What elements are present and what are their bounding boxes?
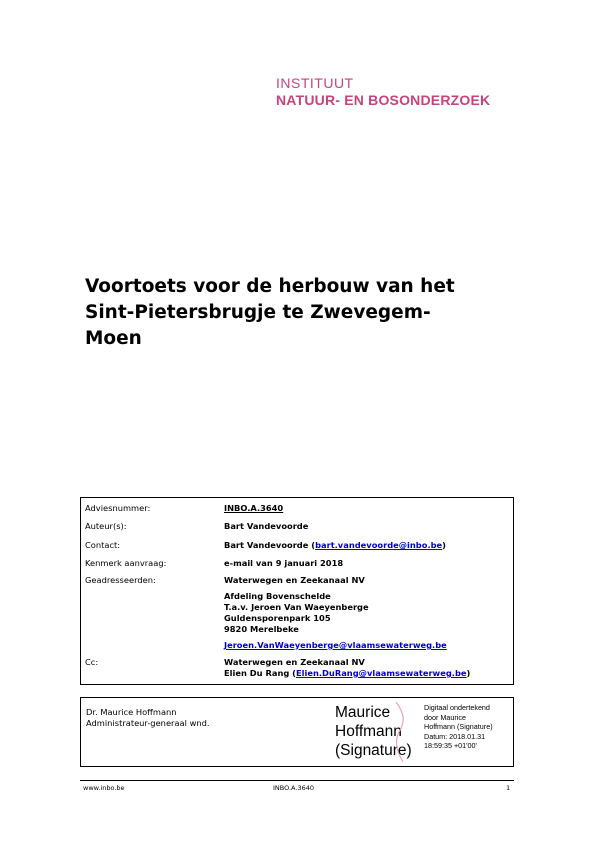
auteur-value: Bart Vandevoorde (224, 521, 309, 531)
geadresseerden-line: Afdeling Bovenschelde (224, 591, 331, 601)
contact-email-link[interactable]: bart.vandevoorde@inbo.be (315, 540, 443, 550)
signature-line: Maurice (335, 704, 391, 721)
signature-detail-line: Digitaal ondertekend (424, 703, 490, 712)
contact-close: ) (442, 540, 446, 550)
contact-name: Bart Vandevoorde ( (224, 540, 316, 550)
cc-contact (224, 668, 470, 679)
logo-line-2: NATUUR- EN BOSONDERZOEK (276, 92, 491, 108)
signer-role: Administrateur-generaal wnd. (86, 718, 210, 728)
signature-mark-icon (393, 700, 409, 764)
cc-label: Cc: (85, 657, 99, 667)
geadresseerden-email (224, 640, 447, 651)
footer-website: www.inbo.be (83, 784, 125, 792)
geadresseerden-line: Guldensporenpark 105 (224, 613, 331, 623)
logo-line-1: INSTITUUT (276, 75, 354, 91)
contact-label: Contact: (85, 540, 121, 550)
signature-detail-line: Datum: 2018.01.31 (424, 731, 486, 741)
signature-line: Hoffmann (335, 723, 402, 740)
signer-block (86, 707, 210, 729)
advies-label: Adviesnummer: (85, 503, 151, 513)
footer-page-number: 1 (506, 784, 511, 792)
signer-name: Dr. Maurice Hoffmann (86, 707, 177, 717)
kenmerk-label: Kenmerk aanvraag: (85, 558, 167, 568)
kenmerk-value: e-mail van 9 januari 2018 (224, 558, 344, 568)
geadresseerden-line: Waterwegen en Zeekanaal NV (224, 575, 365, 585)
cc-name: Elien Du Rang ( (224, 668, 296, 678)
title-line: Voortoets voor de herbouw van het (85, 276, 455, 297)
signature-detail-line: Hoffmann (Signature) (424, 722, 493, 731)
title-line: Sint-Pietersbrugje te Zwevegem- (85, 302, 431, 323)
geadresseerden-line: T.a.v. Jeroen Van Waeyenberge (224, 602, 369, 612)
signature-detail-line: 18:59:35 +01'00' (424, 741, 477, 750)
cc-line: Waterwegen en Zeekanaal NV (224, 657, 365, 667)
signature-line: (Signature) (335, 742, 412, 759)
geadresseerden-label: Geadresseerden: (85, 575, 156, 585)
advies-value: INBO.A.3640 (224, 503, 284, 513)
contact-value (224, 540, 446, 551)
title-line: Moen (85, 328, 142, 349)
cc-close: ) (466, 668, 471, 678)
signature-detail-line: door Maurice (424, 712, 466, 722)
footer-reference: INBO.A.3640 (273, 784, 314, 792)
footer-divider (80, 780, 514, 781)
inbo-logo (276, 75, 490, 109)
signature-details (424, 703, 493, 751)
info-box (80, 497, 514, 685)
geadresseerden-email-link[interactable]: Jeroen.VanWaeyenberge@vlaamsewaterweg.be (224, 640, 447, 650)
cc-email-link[interactable]: Elien.DuRang@vlaamsewaterweg.be (295, 668, 467, 678)
geadresseerden-line: 9820 Merelbeke (224, 624, 299, 634)
auteur-label: Auteur(s): (85, 521, 127, 531)
document-title (85, 274, 505, 352)
signature-box (80, 697, 514, 767)
